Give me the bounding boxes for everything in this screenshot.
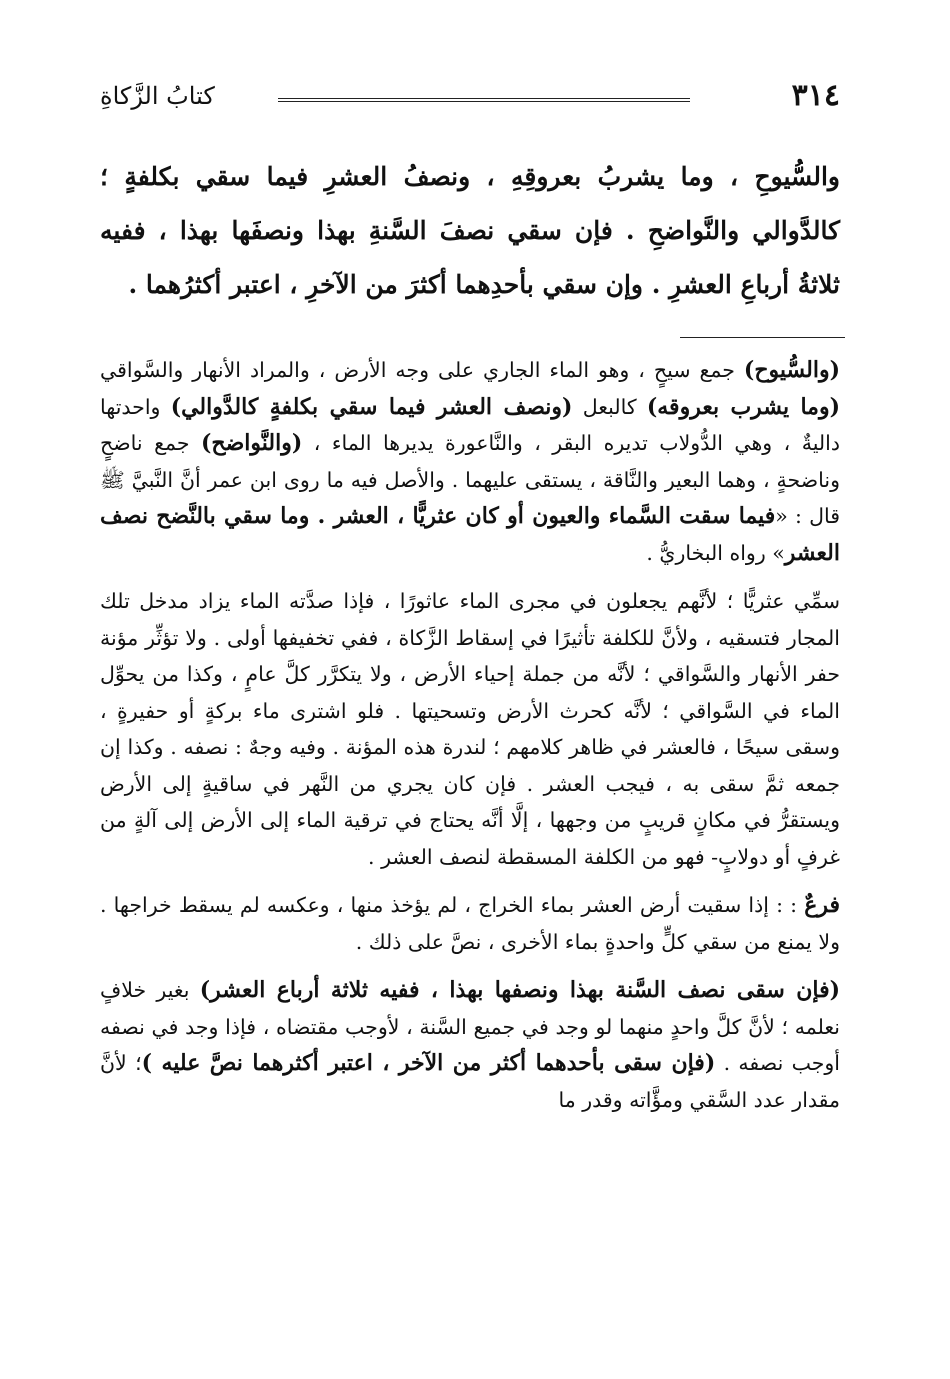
commentary-text: » رواه البخاريُّ . [646,540,785,565]
branch-label: فرعٌ [804,892,840,918]
quoted-term: (والسُّيوح) [743,357,840,383]
main-text [100,150,840,312]
commentary-paragraph-3 [100,887,840,960]
quoted-term: (ونصف العشر فيما سقي بكلفةٍ كالدَّوالي) [170,393,573,420]
header-rule [278,98,690,102]
page-number: ٣١٤ [791,78,840,113]
commentary [100,352,840,1118]
quoted-term: (فإن سقى نصف السَّنة بهذا ونصفها بهذا ، ففيه ثلاثة أرباع العشر) [199,977,840,1003]
quoted-term: (وما يشرب بعروقه) [646,393,840,420]
commentary-paragraph-1 [100,352,840,571]
commentary-text: بغير خلافٍ نعلمه ؛ لأنَّ كلَّ واحدٍ منهما لو وجد في جميع السَّنة ، لأوجب مقتضاه ، فإذا وجد في نصفه أوجب نصفه . [100,978,840,1075]
footnote-separator [680,337,845,338]
hadith-text: فيما سقت السَّماء والعيون أو كان عثريًّا ، العشر . وما سقي بالنَّضح نصف العشر [100,503,840,566]
commentary-text: جمع ناضحٍ وناضحةٍ ، وهما البعير والنَّاقة ، يستقى عليهما . والأصل فيه ما روى ابن عمر أنَّ النَّبيَّ ﷺ قال : « [100,431,841,528]
commentary-text: واحدتها داليةٌ ، وهي الدُّولاب تديره البقر ، والنَّاعورة يديرها الماء ، [100,394,840,455]
running-title: كتابُ الزَّكاةِ [100,82,215,110]
quoted-term: (والنَّواضح) [200,430,303,456]
main-text-body: والسُّيوحِ ، وما يشربُ بعروقِهِ ، ونصفُ العشرِ فيما سقي بكلفةٍ ؛ كالدَّوالي والنَّواضحِ . فإن سقي نصفَ السَّنةِ بهذا ونصفَها بهذا ، ففيه ثلاثةُ أرباعِ العشرِ . وإن سقي بأحدِهما أكثرَ من الآخرِ ، اعتبر أكثرُهما . [100,162,840,299]
quoted-term: (فإن سقى بأحدهما أكثر من الآخر ، اعتبر أكثرهما نصَّ عليه ) [141,1050,716,1076]
commentary-paragraph-2: سمِّي عثريًّا ؛ لأنَّهم يجعلون في مجرى الماء عاثورًا ، فإذا صدَّته الماء يزاد مدخل تلك المجار فتسقيه ، ولأنَّ للكلفة تأثيرًا في إسقاط الزَّكاة ، ففي تخفيفها أولى . ولا تؤثِّر مؤنة حفر الأنهار والسَّواقي ؛ لأنَّه من جملة إحياء الأرض ، ولا يتكرَّر كلَّ عامٍ ، وكذا من يحوِّل الماء في السَّواقي ؛ لأنَّه كحرث الأرض وتسحيتها . فلو اشترى ماء بركةٍ أو حفيرةٍ ، وسقى سيحًا ، فالعشر في ظاهر كلامهم ؛ لندرة هذه المؤنة . وفيه وجهٌ : نصفه . وكذا إن جمعه ثمَّ سقى به ، فيجب العشر . فإن كان يجري من النَّهر في ساقيةٍ إلى الأرض ويستقرُّ في مكانٍ قريبٍ من وجهها ، إلَّا أنَّه يحتاج في ترقية الماء إلى الأرض إلى آلةٍ من غرفٍ أو دولابٍ- فهو من الكلفة المسقطة لنصف العشر . [100,589,840,869]
page-header [100,78,840,118]
commentary-text: جمع سيحٍ ، وهو الماء الجاري على وجه الأرض ، والمراد الأنهار والسَّواقي [100,358,744,382]
commentary-text: كالبعل [572,394,647,419]
commentary-text: : : إذا سقيت أرض العشر بماء الخراج ، لم يؤخذ منها ، وعكسه لم يسقط خراجها . ولا يمنع من سقي كلٍّ واحدةٍ بماء الأخرى ، نصَّ على ذلك . [100,893,840,954]
commentary-paragraph-4 [100,972,840,1118]
commentary-text: ؛ لأنَّ مقدار عدد السَّقي ومؤَّاته وقدر ما [100,1051,840,1112]
